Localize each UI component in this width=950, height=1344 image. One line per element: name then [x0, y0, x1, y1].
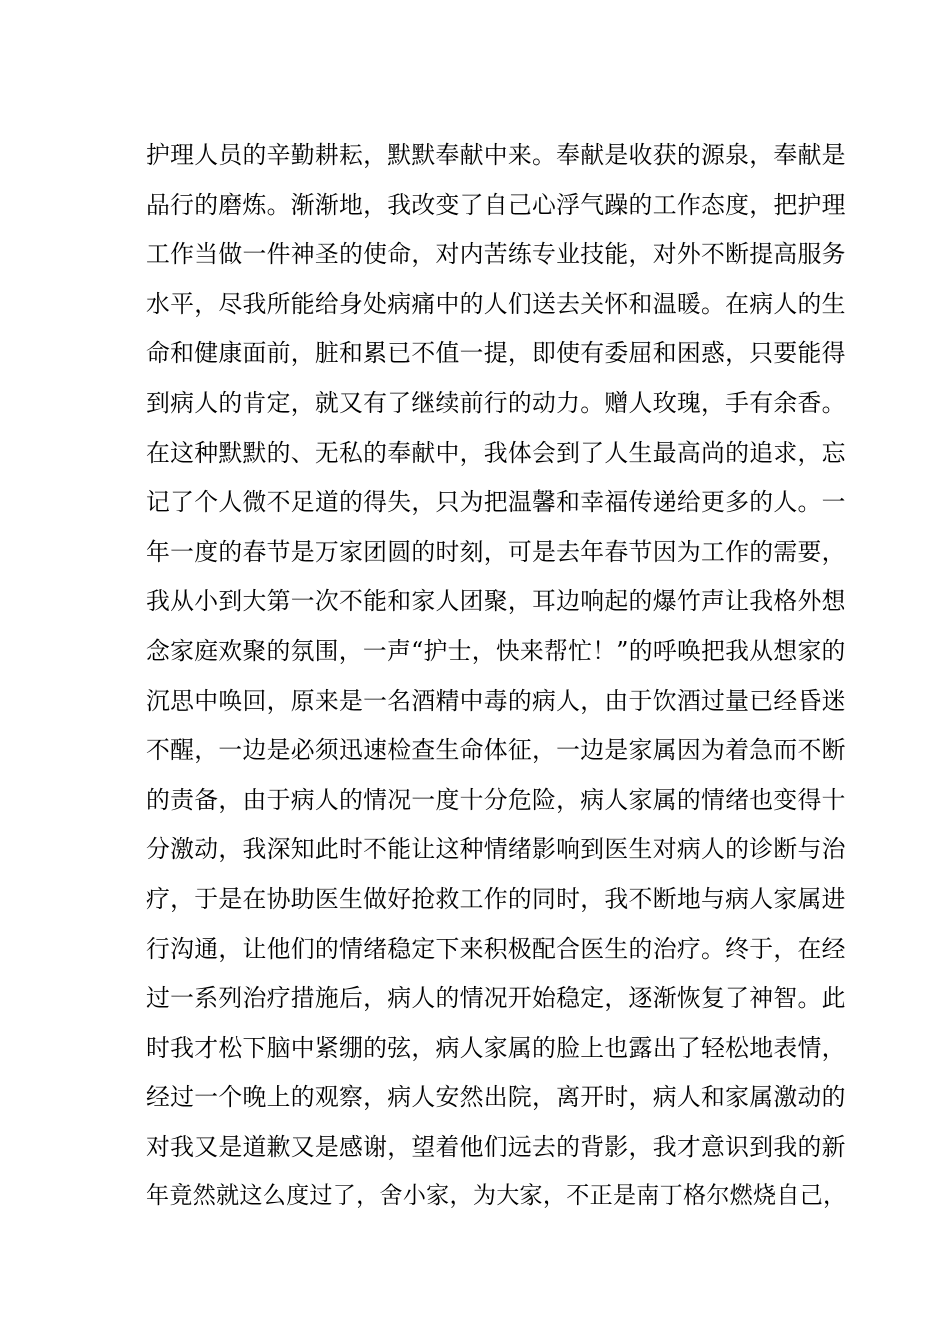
text-line: 护理人员的辛勤耕耘，默默奉献中来。奉献是收获的源泉，奉献是	[146, 141, 846, 169]
text-line: 疗，于是在协助医生做好抢救工作的同时，我不断地与病人家属进	[146, 884, 846, 913]
text-line: 年竟然就这么度过了，舍小家，为大家，不正是南丁格尔燃烧自己，	[146, 1183, 847, 1210]
text-line: 命和健康面前，脏和累已不值一提，即使有委屈和困惑，只要能得	[146, 339, 846, 368]
text-line: 分激动，我深知此时不能让这种情绪影响到医生对病人的诊断与治	[146, 835, 846, 864]
text-line: 时我才松下脑中紧绷的弦，病人家属的脸上也露出了轻松地表情，	[146, 1033, 846, 1062]
text-line: 不醒，一边是必须迅速检查生命体征，一边是家属因为着急而不断	[146, 736, 846, 765]
text-line: 水平，尽我所能给身处病痛中的人们送去关怀和温暖。在病人的生	[146, 289, 846, 318]
body-paragraph	[146, 131, 846, 1222]
text-line: 经过一个晚上的观察，病人安然出院，离开时，病人和家属激动的	[146, 1083, 846, 1112]
text-line: 记了个人微不足道的得失，只为把温馨和幸福传递给更多的人。一	[146, 488, 846, 517]
text-line: 念家庭欢聚的氛围，一声“护士，快来帮忙！”的呼唤把我从想家的	[146, 636, 846, 665]
text-line: 年一度的春节是万家团圆的时刻，可是去年春节因为工作的需要，	[146, 537, 846, 566]
text-line: 沉思中唤回，原来是一名酒精中毒的病人，由于饮酒过量已经昏迷	[146, 686, 846, 715]
text-line: 在这种默默的、无私的奉献中，我体会到了人生最高尚的追求，忘	[146, 438, 846, 467]
text-line: 对我又是道歉又是感谢，望着他们远去的背影，我才意识到我的新	[146, 1132, 846, 1161]
text-line: 我从小到大第一次不能和家人团聚，耳边响起的爆竹声让我格外想	[146, 587, 846, 616]
text-line: 过一系列治疗措施后，病人的情况开始稳定，逐渐恢复了神智。此	[146, 984, 846, 1013]
text-line: 行沟通，让他们的情绪稳定下来积极配合医生的治疗。终于，在经	[146, 934, 846, 963]
text-line: 品行的磨炼。渐渐地，我改变了自己心浮气躁的工作态度，把护理	[146, 190, 846, 219]
text-line: 的责备，由于病人的情况一度十分危险，病人家属的情绪也变得十	[146, 785, 846, 814]
text-line: 到病人的肯定，就又有了继续前行的动力。赠人玫瑰，手有余香。	[146, 388, 846, 417]
text-line: 工作当做一件神圣的使命，对内苦练专业技能，对外不断提高服务	[146, 240, 846, 269]
